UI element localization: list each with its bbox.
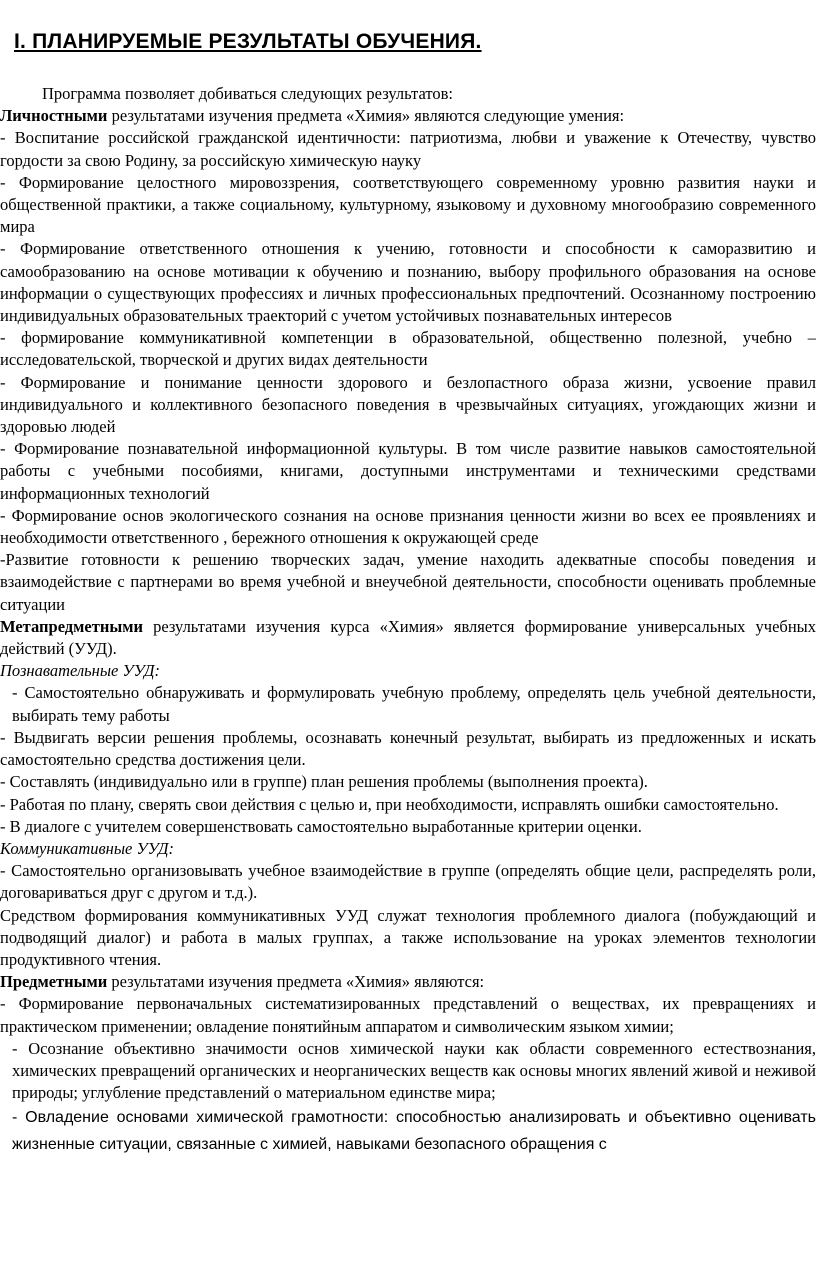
subject-item: - Осознание объективно значимости основ химической науки как области современного естествознания, химических превращений органических и неорганических веществ как основы многих явлений живой и неживой природы; углубление представлений о материальном единстве мира;	[12, 1038, 816, 1103]
personal-item: - Формирование основ экологического сознания на основе признания ценности жизни во всех ее проявлениях и необходимости ответственного , бережного отношения к окружающей среде	[0, 505, 816, 548]
personal-item: - Формирование целостного мировоззрения, соответствующего современному уровню развития науки и общественной практики, а также социальному, культурному, языковому и духовному многообразию современного мира	[0, 172, 816, 237]
subject-bold-label: Предметными	[0, 972, 108, 992]
cognitive-item: - Выдвигать версии решения проблемы, осознавать конечный результат, выбирать из предложенных и искать самостоятельно средства достижения цели.	[0, 727, 816, 770]
meta-heading	[0, 616, 816, 660]
subject-heading-rest: результатами изучения предмета «Химия» являются:	[107, 972, 485, 992]
cognitive-heading: Познавательные УУД:	[0, 661, 160, 681]
document-body	[0, 83, 816, 1158]
personal-item: - Формирование ответственного отношения к учению, готовности и способности к саморазвитию и самообразованию на основе мотивации к обучению и познанию, выбору профильного образования на основе информации о существующих профессиях и личных профессиональных предпочтений. Осознанному построению индивидуальных образовательных траекторий с учетом устойчивых познавательных интересов	[0, 239, 816, 326]
cognitive-item: - Составлять (индивидуально или в группе) план решения проблемы (выполнения проекта).	[0, 772, 648, 792]
subject-item: - Овладение основами химической грамотности: способностью анализировать и объективно оценивать жизненные ситуации, связанные с химией, навыками безопасного обращения с	[12, 1109, 816, 1154]
personal-item: - Формирование познавательной информационной культуры. В том числе развитие навыков самостоятельной работы с учебными пособиями, книгами, доступными инструментами и техническими средствами информационных технологий	[0, 439, 816, 503]
personal-heading	[0, 105, 816, 127]
meta-heading-rest: результатами изучения курса «Химия» является формирование универсальных учебных действий (УУД).	[0, 616, 816, 659]
communicative-item: - Самостоятельно организовывать учебное взаимодействие в группе (определять общие цели, распределять роли, договариваться друг с другом и т.д.).	[0, 861, 816, 903]
communicative-heading: Коммуникативные УУД:	[0, 838, 174, 858]
page-title: I. ПЛАНИРУЕМЫЕ РЕЗУЛЬТАТЫ ОБУЧЕНИЯ.	[14, 30, 482, 53]
personal-item: - Формирование и понимание ценности здорового и безлопастного образа жизни, усвоение правил индивидуального и коллективного безопасного поведения в чрезвычайных ситуациях, угождающих жизни и здоровью людей	[0, 372, 816, 437]
personal-item: - формирование коммуникативной компетенции в образовательной, общественно полезной, учебно – исследовательской, творческой и других видах деятельности	[0, 328, 816, 370]
subject-heading	[0, 971, 816, 993]
communicative-item: Средством формирования коммуникативных УУД служат технология проблемного диалога (побуждающий и подводящий диалог) и работа в малых группах, а также использование на уроках элементов технологии продуктивного чтения.	[0, 905, 816, 969]
meta-bold-label: Метапредметными	[0, 616, 143, 636]
subject-item: - Формирование первоначальных систематизированных представлений о веществах, их превращениях и практическом применении; овладение понятийным аппаратом и символическим языком химии;	[0, 994, 816, 1036]
cognitive-item: - Самостоятельно обнаруживать и формулировать учебную проблему, определять цель учебной деятельности, выбирать тему работы	[12, 683, 816, 725]
personal-heading-rest: результатами изучения предмета «Химия» являются следующие умения:	[107, 106, 625, 126]
personal-item: -Развитие готовности к решению творческих задач, умение находить адекватные способы поведения и взаимодействие с партнерами во время учебной и внеучебной деятельности, способности оценивать проблемные ситуации	[0, 550, 816, 614]
personal-item: - Воспитание российской гражданской идентичности: патриотизма, любви и уважение к Отечеству, чувство гордости за свою Родину, за российскую химическую науку	[0, 128, 816, 170]
personal-bold-label: Личностными	[0, 106, 108, 126]
intro-paragraph: Программа позволяет добиваться следующих результатов:	[42, 84, 453, 103]
cognitive-item: - Работая по плану, сверять свои действия с целью и, при необходимости, исправлять ошибки самостоятельно.	[0, 794, 779, 814]
cognitive-item: - В диалоге с учителем совершенствовать самостоятельно выработанные критерии оценки.	[0, 816, 642, 836]
